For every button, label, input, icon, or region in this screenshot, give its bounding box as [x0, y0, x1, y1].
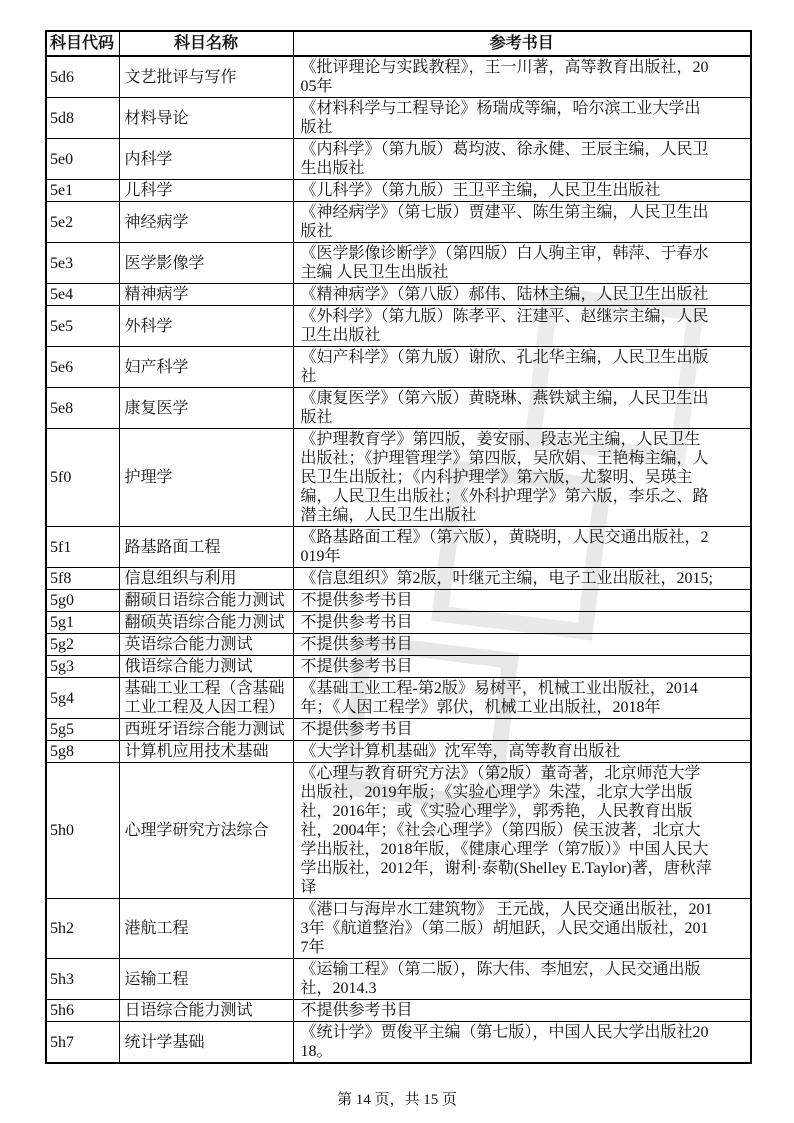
- subject-code-cell: 5f1: [46, 527, 119, 568]
- table-row: [46, 429, 751, 527]
- subject-name-cell: 西班牙语综合能力测试: [119, 719, 293, 741]
- reference-books-cell: 《材料科学与工程导论》杨瑞成等编，哈尔滨工业大学出版社: [293, 98, 751, 139]
- table-row: [46, 959, 751, 1000]
- subject-name-cell: 医学影像学: [119, 243, 293, 284]
- table-row: [46, 98, 751, 139]
- table-row: [46, 1022, 751, 1064]
- reference-books-cell: 不提供参考书目: [293, 1000, 751, 1022]
- reference-books-cell: 《神经病学》（第七版）贾建平、陈生第主编，人民卫生出版社: [293, 202, 751, 243]
- reference-books-cell: 《护理教育学》第四版，姜安丽、段志光主编，人民卫生出版社；《护理管理学》第四版，吴欣娟、王艳梅主编，人民卫生出版社；《内科护理学》第六版，尤黎明、吴瑛主编，人民卫生出版社；《外科护理学》第六版，李乐之、路潜主编，人民卫生出版社: [293, 429, 751, 527]
- table-header: [46, 31, 751, 56]
- reference-books-cell: 《路基路面工程》（第六版），黄晓明，人民交通出版社，2019年: [293, 527, 751, 568]
- subject-code-cell: 5g3: [46, 656, 119, 678]
- table-row: [46, 527, 751, 568]
- table-row: [46, 243, 751, 284]
- subject-code-cell: 5e8: [46, 388, 119, 429]
- reference-books-cell: 不提供参考书目: [293, 634, 751, 656]
- table-row: [46, 306, 751, 347]
- table-row: [46, 899, 751, 959]
- subject-code-cell: 5h3: [46, 959, 119, 1000]
- subject-code-cell: 5g0: [46, 590, 119, 612]
- table-row: [46, 284, 751, 306]
- reference-books-cell: 不提供参考书目: [293, 590, 751, 612]
- subject-code-cell: 5g8: [46, 741, 119, 763]
- table-row: [46, 612, 751, 634]
- table-row: [46, 763, 751, 899]
- subject-name-cell: 妇产科学: [119, 347, 293, 388]
- table-row: [46, 347, 751, 388]
- reference-books-cell: 《精神病学》（第八版）郝伟、陆林主编，人民卫生出版社: [293, 284, 751, 306]
- table-row: [46, 719, 751, 741]
- subject-code-cell: 5e5: [46, 306, 119, 347]
- page-number-footer: 第 14 页，共 15 页: [336, 1092, 457, 1108]
- subject-name-cell: 翻硕英语综合能力测试: [119, 612, 293, 634]
- subject-code-cell: 5d6: [46, 56, 119, 98]
- header-reference-books: 参考书目: [293, 31, 751, 56]
- subject-code-cell: 5e0: [46, 139, 119, 180]
- table-row: [46, 634, 751, 656]
- subject-code-cell: 5d8: [46, 98, 119, 139]
- header-subject-name: 科目名称: [119, 31, 293, 56]
- reference-books-cell: 《外科学》（第九版）陈孝平、汪建平、赵继宗主编，人民卫生出版社: [293, 306, 751, 347]
- subject-name-cell: 文艺批评与写作: [119, 56, 293, 98]
- table-row: [46, 139, 751, 180]
- reference-books-cell: 《医学影像诊断学》（第四版）白人驹主审，韩萍、于春水主编 人民卫生出版社: [293, 243, 751, 284]
- subject-name-cell: 内科学: [119, 139, 293, 180]
- subject-name-cell: 英语综合能力测试: [119, 634, 293, 656]
- subject-name-cell: 基础工业工程（含基础工业工程及人因工程）: [119, 678, 293, 719]
- subject-code-cell: 5g4: [46, 678, 119, 719]
- subject-name-cell: 计算机应用技术基础: [119, 741, 293, 763]
- subject-code-cell: 5h2: [46, 899, 119, 959]
- table-row: [46, 741, 751, 763]
- subject-code-cell: 5h0: [46, 763, 119, 899]
- subject-code-cell: 5g1: [46, 612, 119, 634]
- table-row: [46, 56, 751, 98]
- table-row: [46, 180, 751, 202]
- subject-code-cell: 5e1: [46, 180, 119, 202]
- subject-name-cell: 外科学: [119, 306, 293, 347]
- subject-name-cell: 港航工程: [119, 899, 293, 959]
- table-row: [46, 656, 751, 678]
- table-row: [46, 568, 751, 590]
- subject-code-cell: 5h7: [46, 1022, 119, 1064]
- reference-books-cell: 不提供参考书目: [293, 612, 751, 634]
- reference-books-cell: 不提供参考书目: [293, 656, 751, 678]
- subject-name-cell: 日语综合能力测试: [119, 1000, 293, 1022]
- subject-name-cell: 精神病学: [119, 284, 293, 306]
- subject-name-cell: 俄语综合能力测试: [119, 656, 293, 678]
- table-row: [46, 678, 751, 719]
- subject-name-cell: 康复医学: [119, 388, 293, 429]
- reference-books-cell: 《心理与教育研究方法》（第2版）董奇著，北京师范大学出版社，2019年版；《实验心理学》朱滢，北京大学出版社，2016年；或《实验心理学》，郭秀艳，人民教育出版社，2004年；《社会心理学》（第四版）侯玉波著，北京大学出版社，2018年版，《健康心理学（第7版）》中国人民大学出版社，2012年，谢利·泰勒(Shelley E.Taylor)著，唐秋萍译: [293, 763, 751, 899]
- subject-code-cell: 5g5: [46, 719, 119, 741]
- subject-code-cell: 5e3: [46, 243, 119, 284]
- table-body: [46, 56, 751, 1063]
- reference-books-cell: 《港口与海岸水工建筑物》 王元战，人民交通出版社，2013年《航道整治》（第二版）胡旭跃，人民交通出版社，2017年: [293, 899, 751, 959]
- reference-books-cell: 《基础工业工程-第2版》易树平，机械工业出版社，2014年；《人因工程学》郭伏，机械工业出版社，2018年: [293, 678, 751, 719]
- table-row: [46, 202, 751, 243]
- reference-books-cell: 《康复医学》（第六版）黄晓琳、燕铁斌主编，人民卫生出版社: [293, 388, 751, 429]
- reference-books-cell: 《信息组织》第2版，叶继元主编，电子工业出版社，2015;: [293, 568, 751, 590]
- subject-name-cell: 统计学基础: [119, 1022, 293, 1064]
- reference-books-cell: 《运输工程》（第二版），陈大伟、李旭宏，人民交通出版社，2014.3: [293, 959, 751, 1000]
- subject-code-cell: 5e6: [46, 347, 119, 388]
- table-row: [46, 1000, 751, 1022]
- subject-code-cell: 5e4: [46, 284, 119, 306]
- reference-books-cell: 《批评理论与实践教程》，王一川著，高等教育出版社，2005年: [293, 56, 751, 98]
- reference-books-table: [45, 30, 752, 1064]
- reference-books-cell: 《妇产科学》（第九版）谢欣、孔北华主编，人民卫生出版社: [293, 347, 751, 388]
- subject-name-cell: 翻硕日语综合能力测试: [119, 590, 293, 612]
- reference-books-cell: 不提供参考书目: [293, 719, 751, 741]
- header-subject-code: 科目代码: [46, 31, 119, 56]
- table-row: [46, 388, 751, 429]
- subject-code-cell: 5g2: [46, 634, 119, 656]
- subject-name-cell: 心理学研究方法综合: [119, 763, 293, 899]
- subject-name-cell: 运输工程: [119, 959, 293, 1000]
- subject-code-cell: 5f8: [46, 568, 119, 590]
- reference-books-cell: 《统计学》贾俊平主编（第七版），中国人民大学出版社2018。: [293, 1022, 751, 1064]
- subject-name-cell: 神经病学: [119, 202, 293, 243]
- subject-name-cell: 信息组织与利用: [119, 568, 293, 590]
- subject-name-cell: 儿科学: [119, 180, 293, 202]
- subject-name-cell: 护理学: [119, 429, 293, 527]
- table-header-row: [46, 31, 751, 56]
- reference-books-cell: 《大学计算机基础》沈军等，高等教育出版社: [293, 741, 751, 763]
- subject-code-cell: 5h6: [46, 1000, 119, 1022]
- table-row: [46, 590, 751, 612]
- reference-books-cell: 《儿科学》（第九版）王卫平主编，人民卫生出版社: [293, 180, 751, 202]
- subject-name-cell: 路基路面工程: [119, 527, 293, 568]
- subject-code-cell: 5f0: [46, 429, 119, 527]
- subject-name-cell: 材料导论: [119, 98, 293, 139]
- subject-code-cell: 5e2: [46, 202, 119, 243]
- reference-books-cell: 《内科学》（第九版）葛均波、徐永健、王辰主编，人民卫生出版社: [293, 139, 751, 180]
